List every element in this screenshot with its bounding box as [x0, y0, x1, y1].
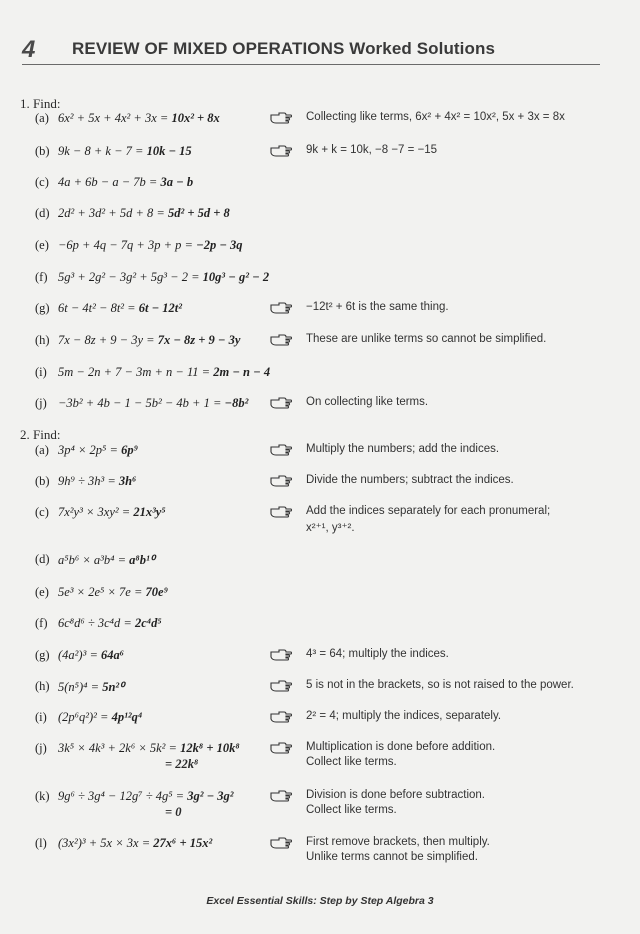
equation-answer: 12k⁸ + 10k⁸	[180, 741, 240, 755]
explanation-note: 4³ = 64; multiply the indices.	[306, 648, 449, 660]
solution-row	[0, 111, 640, 127]
pointing-hand-icon	[270, 649, 292, 661]
solution-row	[0, 585, 640, 601]
equation-lhs: −3b² + 4b − 1 − 5b² − 4b + 1 =	[58, 396, 222, 410]
equation-lhs: 5(n⁵)⁴ =	[58, 680, 100, 694]
equation-lhs: (4a²)³ =	[58, 648, 98, 662]
explanation	[306, 443, 499, 455]
explanation	[306, 111, 565, 123]
explanation-note-line-2: x²⁺¹, y³⁺².	[306, 522, 355, 534]
equation-lhs: a⁵b⁶ × a³b⁴ =	[58, 553, 127, 567]
pointing-hand-icon	[270, 680, 292, 692]
solution-row	[0, 365, 640, 381]
equation	[58, 365, 270, 380]
equation	[58, 270, 269, 285]
item-label: (f)	[35, 270, 48, 284]
pointing-hand-icon	[270, 302, 292, 314]
equation-lhs: 5m − 2n + 7 − 3m + n − 11 =	[58, 365, 211, 379]
equation	[58, 396, 248, 411]
item-label: (d)	[35, 206, 50, 220]
equation	[58, 585, 168, 600]
solution-row	[0, 206, 640, 222]
solution-row	[0, 175, 640, 191]
equation	[58, 474, 136, 489]
equation-lhs: 7x − 8z + 9 − 3y =	[58, 333, 155, 347]
solution-row	[0, 238, 640, 254]
solution-row	[0, 789, 640, 816]
item-label: (k)	[35, 789, 50, 803]
explanation	[306, 396, 428, 408]
item-label: (e)	[35, 585, 49, 599]
explanation	[306, 648, 449, 660]
page-header	[22, 30, 600, 65]
pointing-hand-icon	[270, 112, 292, 124]
solution-row	[0, 270, 640, 286]
equation-lhs: 6c⁸d⁶ ÷ 3c⁴d =	[58, 616, 132, 630]
equation	[58, 836, 212, 851]
item-label: (j)	[35, 741, 47, 755]
explanation	[306, 505, 550, 534]
explanation-note: 2² = 4; multiply the indices, separately.	[306, 710, 502, 722]
equation	[58, 616, 162, 631]
solution-row	[0, 648, 640, 664]
explanation-note: Add the indices separately for each pronumeral;	[306, 505, 551, 517]
equation-answer: 5d² + 5d + 8	[168, 206, 230, 220]
pointing-hand-icon	[270, 444, 292, 456]
item-label: (g)	[35, 301, 50, 315]
solution-row	[0, 616, 640, 632]
equation-lhs: (3x²)³ + 5x × 3x =	[58, 836, 151, 850]
equation	[58, 333, 240, 348]
item-label: (i)	[35, 365, 47, 379]
equation	[58, 741, 240, 756]
explanation	[306, 474, 514, 486]
solution-row	[0, 505, 640, 534]
pointing-hand-icon	[270, 334, 292, 346]
equation-lhs: 4a + 6b − a − 7b =	[58, 175, 158, 189]
explanation-note: Multiplication is done before addition.	[306, 741, 496, 753]
equation-answer: 3g² − 3g²	[187, 789, 234, 803]
item-label: (e)	[35, 238, 49, 252]
page-footer: Excel Essential Skills: Step by Step Algebra 3	[206, 895, 434, 907]
item-label: (b)	[35, 474, 50, 488]
explanation-note: Divide the numbers; subtract the indices.	[306, 474, 514, 486]
equation-continuation: = 22k⁸	[165, 757, 199, 771]
solution-row	[0, 396, 640, 412]
chapter-number: 4	[22, 36, 36, 63]
equation-answer: 10g³ − g² − 2	[202, 270, 270, 284]
equation	[58, 206, 230, 221]
equation-continuation: = 0	[165, 805, 182, 819]
equation	[58, 175, 193, 190]
explanation	[306, 679, 574, 691]
equation	[58, 679, 124, 695]
solution-row	[0, 836, 640, 863]
equation	[58, 443, 138, 458]
equation-lhs: 6t − 4t² − 8t² =	[58, 301, 136, 315]
equation-answer: 7x − 8z + 9 − 3y	[157, 333, 241, 347]
equation-lhs: 3k⁵ × 4k³ + 2k⁶ × 5k² =	[58, 741, 177, 755]
explanation-note: 5 is not in the brackets, so is not raised to the power.	[306, 679, 574, 691]
equation-answer: −8b²	[224, 396, 249, 410]
item-label: (i)	[35, 710, 47, 724]
pointing-hand-icon	[270, 397, 292, 409]
item-label: (l)	[35, 836, 47, 850]
pointing-hand-icon	[270, 837, 292, 849]
item-label: (f)	[35, 616, 48, 630]
pointing-hand-icon	[270, 742, 292, 754]
item-label: (c)	[35, 175, 49, 189]
item-label: (a)	[35, 111, 49, 125]
solution-row	[0, 301, 640, 317]
explanation	[306, 144, 437, 156]
page-title: REVIEW OF MIXED OPERATIONS Worked Solutions	[72, 39, 496, 58]
question-1-heading: 1. Find:	[20, 96, 61, 111]
equation-lhs: 3p⁴ × 2p⁵ =	[58, 443, 118, 457]
pointing-hand-icon	[270, 790, 292, 802]
explanation-note-line-2: Collect like terms.	[306, 756, 397, 768]
solution-row	[0, 443, 640, 459]
equation-answer: 10x² + 8x	[171, 111, 220, 125]
equation-answer: 27x⁶ + 15x²	[153, 836, 213, 850]
question-2-heading: 2. Find:	[20, 427, 61, 442]
explanation-note: These are unlike terms so cannot be simplified.	[306, 333, 547, 345]
equation	[58, 710, 142, 725]
explanation-note-line-2: Collect like terms.	[306, 804, 397, 816]
equation	[58, 301, 182, 316]
equation	[58, 144, 192, 159]
explanation-note: Division is done before subtraction.	[306, 789, 485, 801]
explanation	[306, 789, 485, 816]
explanation-note: Collecting like terms, 6x² + 4x² = 10x², 5x + 3x = 8x	[306, 111, 565, 123]
equation-lhs: 5e³ × 2e⁵ × 7e =	[58, 585, 143, 599]
equation-answer: 2c⁴d⁵	[134, 616, 162, 630]
equation-answer: 10k − 15	[146, 144, 192, 158]
explanation	[306, 710, 501, 722]
equation-lhs: 6x² + 5x + 4x² + 3x =	[58, 111, 169, 125]
equation	[58, 789, 234, 804]
solution-row	[0, 552, 640, 568]
equation-answer: 64a⁶	[101, 648, 125, 662]
explanation-note-line-2: Unlike terms cannot be simplified.	[306, 851, 478, 863]
item-label: (h)	[35, 333, 50, 347]
equation-lhs: 9k − 8 + k − 7 =	[58, 144, 144, 158]
solution-row	[0, 710, 640, 726]
pointing-hand-icon	[270, 475, 292, 487]
equation-answer: 3a − b	[160, 175, 194, 189]
item-label: (b)	[35, 144, 50, 158]
solution-row	[0, 474, 640, 490]
explanation	[306, 741, 495, 768]
equation	[58, 648, 124, 663]
solution-row	[0, 679, 640, 695]
equation-answer: 5n²⁰	[102, 680, 125, 694]
equation	[58, 111, 220, 126]
equation-answer: 70e⁹	[145, 585, 168, 599]
item-label: (j)	[35, 396, 47, 410]
pointing-hand-icon	[270, 506, 292, 518]
equation-answer: 21x³y⁵	[133, 505, 166, 519]
explanation-note: Multiply the numbers; add the indices.	[306, 443, 500, 455]
item-label: (h)	[35, 679, 50, 693]
equation-answer: 6t − 12t²	[138, 301, 183, 315]
explanation	[306, 333, 546, 345]
equation-answer: 4p¹²q⁴	[111, 710, 143, 724]
solution-row	[0, 333, 640, 349]
solution-row	[0, 144, 640, 160]
item-label: (d)	[35, 552, 50, 566]
explanation-note: First remove brackets, then multiply.	[306, 836, 490, 848]
equation-answer: a⁸b¹⁰	[129, 553, 155, 567]
item-label: (a)	[35, 443, 49, 457]
equation	[58, 238, 243, 253]
explanation	[306, 836, 490, 863]
explanation-note: On collecting like terms.	[306, 396, 429, 408]
equation-answer: −2p − 3q	[196, 238, 243, 252]
equation-lhs: 9g⁶ ÷ 3g⁴ − 12g⁷ ÷ 4g⁵ =	[58, 789, 185, 803]
pointing-hand-icon	[270, 145, 292, 157]
pointing-hand-icon	[270, 711, 292, 723]
equation-answer: 6p⁹	[121, 443, 138, 457]
explanation-note: −12t² + 6t is the same thing.	[306, 301, 449, 313]
equation-lhs: 7x²y³ × 3xy² =	[58, 505, 131, 519]
equation-lhs: 2d² + 3d² + 5d + 8 =	[58, 206, 165, 220]
item-label: (c)	[35, 505, 49, 519]
equation-lhs: (2p⁶q²)² =	[58, 710, 109, 724]
equation-answer: 3h⁶	[118, 474, 137, 488]
equation-lhs: 9h⁹ ÷ 3h³ =	[58, 474, 116, 488]
equation-answer: 2m − n − 4	[213, 365, 271, 379]
equation	[58, 552, 155, 568]
equation-lhs: 5g³ + 2g² − 3g² + 5g³ − 2 =	[58, 270, 200, 284]
equation	[58, 505, 166, 520]
item-label: (g)	[35, 648, 50, 662]
explanation	[306, 301, 449, 313]
explanation-note: 9k + k = 10k, −8 −7 = −15	[306, 144, 438, 156]
equation-lhs: −6p + 4q − 7q + 3p + p =	[58, 238, 193, 252]
